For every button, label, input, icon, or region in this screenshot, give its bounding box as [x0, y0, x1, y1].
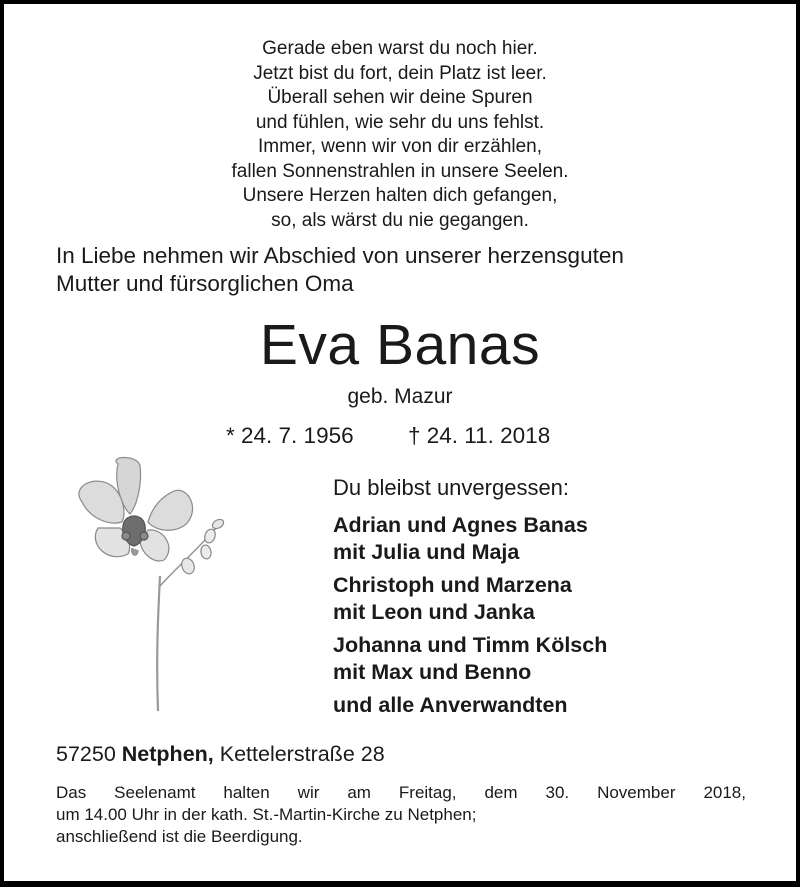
obituary-card — [4, 4, 796, 881]
memorial-poem — [4, 37, 796, 233]
mourner-group — [333, 692, 773, 719]
poem-line: Jetzt bist du fort, dein Platz ist leer. — [253, 62, 547, 84]
mourner-line: mit Leon und Janka — [333, 600, 535, 624]
death-date: † 24. 11. 2018 — [408, 423, 551, 448]
intro-line: In Liebe nehmen wir Abschied von unserer herzensguten — [56, 243, 624, 268]
mourner-line: mit Julia und Maja — [333, 540, 520, 564]
mourner-line: Adrian und Agnes Banas — [333, 513, 588, 537]
mourner-line: mit Max und Benno — [333, 660, 532, 684]
address-city: Netphen, — [121, 742, 214, 766]
poem-line: fallen Sonnenstrahlen in unsere Seelen. — [231, 160, 569, 182]
service-line: um 14.00 Uhr in der kath. St.-Martin-Kirche zu Netphen; — [56, 805, 477, 824]
poem-line: Immer, wenn wir von dir erzählen, — [257, 136, 543, 157]
farewell-intro — [56, 242, 756, 298]
service-line: Das Seelenamt halten wir am Freitag, dem 30. November 2018, — [56, 783, 746, 802]
intro-line: Mutter und fürsorglichen Oma — [56, 271, 354, 296]
mourner-line: und alle Anverwandten — [333, 693, 568, 717]
deceased-name: Eva Banas — [259, 313, 541, 377]
mourner-group — [333, 572, 773, 626]
poem-line: Überall sehen wir deine Spuren — [267, 87, 533, 108]
poem-line: und fühlen, wie sehr du uns fehlst. — [255, 111, 545, 133]
service-notice — [56, 782, 746, 848]
poem-line: Gerade eben warst du noch hier. — [262, 38, 538, 59]
family-address — [56, 740, 385, 768]
service-line: anschließend ist die Beerdigung. — [56, 827, 303, 846]
birth-date: * 24. 7. 1956 — [226, 423, 354, 448]
mourner-group — [333, 632, 773, 686]
address-zip: 57250 — [56, 742, 116, 766]
birth-name: geb. Mazur — [347, 385, 453, 408]
mourner-group — [333, 512, 773, 566]
orchid-icon — [68, 456, 238, 716]
address-street: Kettelerstraße 28 — [219, 742, 385, 766]
mourner-line: Johanna und Timm Kölsch — [333, 633, 608, 657]
mourners-list — [333, 474, 773, 725]
poem-line: Unsere Herzen halten dich gefangen, — [242, 185, 558, 206]
poem-line: so, als wärst du nie gegangen. — [271, 209, 529, 231]
mourners-heading: Du bleibst unvergessen: — [333, 475, 570, 500]
mourner-line: Christoph und Marzena — [333, 573, 572, 597]
